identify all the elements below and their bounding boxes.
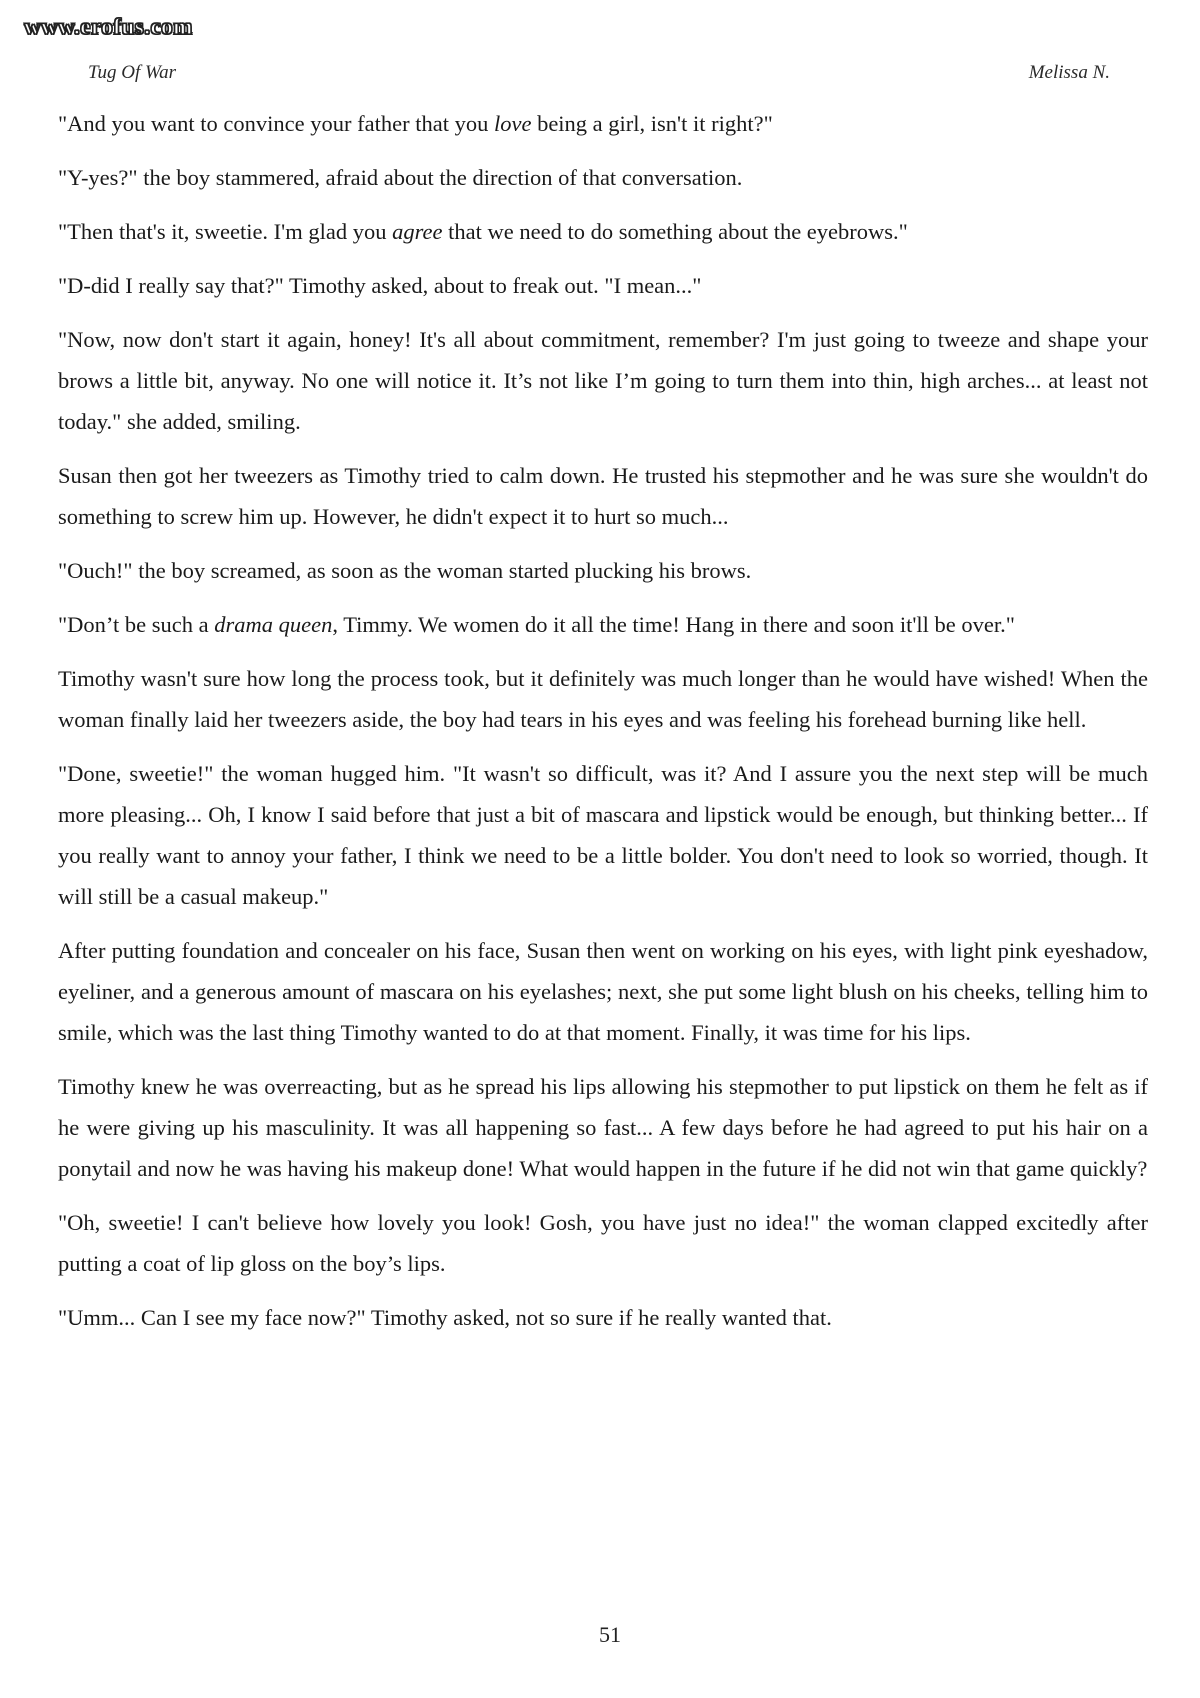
text-run: "Done, sweetie!" the woman hugged him. "It wasn't so difficult, was it? And I assure you the next step will be much more pleasing... Oh, I know I said before that just a bit of mascara and lipstick would be enough, but thinking better... If you really want to annoy your father, I think we need to be a little bolder. You don't need to look so worried, though. It will still be a casual makeup." (58, 761, 1148, 909)
paragraph (58, 658, 1148, 740)
italic-run: drama queen (214, 612, 333, 637)
text-run: that we need to do something about the eyebrows." (442, 219, 908, 244)
paragraph (58, 157, 1148, 198)
text-run: "And you want to convince your father that you (58, 111, 494, 136)
running-header (88, 62, 1110, 84)
paragraph (58, 1297, 1148, 1338)
text-run: "D-did I really say that?" Timothy asked, about to freak out. "I mean..." (58, 273, 702, 298)
author-name: Melissa N. (1028, 62, 1110, 83)
paragraph (58, 604, 1148, 645)
paragraph (58, 550, 1148, 591)
paragraph (58, 211, 1148, 252)
paragraph (58, 319, 1148, 442)
page-body (58, 103, 1148, 1351)
text-run: Susan then got her tweezers as Timothy tried to calm down. He trusted his stepmother and he was sure she wouldn't do something to screw him up. However, he didn't expect it to hurt so much... (58, 463, 1148, 529)
paragraph (58, 103, 1148, 144)
paragraph (58, 455, 1148, 537)
text-run: Timothy knew he was overreacting, but as he spread his lips allowing his stepmother to put lipstick on them he felt as if he were giving up his masculinity. It was all happening so fast... A few days before he had agreed to put his hair on a ponytail and now he was having his makeup done! What would happen in the future if he did not win that game quickly? (58, 1074, 1148, 1181)
paragraph (58, 753, 1148, 917)
paragraph (58, 930, 1148, 1053)
book-title: Tug Of War (88, 62, 176, 83)
text-run: After putting foundation and concealer on his face, Susan then went on working on his eyes, with light pink eyeshadow, eyeliner, and a generous amount of mascara on his eyelashes; next, she put some light blush on his cheeks, telling him to smile, which was the last thing Timothy wanted to do at that moment. Finally, it was time for his lips. (58, 938, 1148, 1045)
text-run: "Now, now don't start it again, honey! It's all about commitment, remember? I'm just going to tweeze and shape your brows a little bit, anyway. No one will notice it. It’s not like I’m going to turn them into thin, high arches... at least not today." she added, smiling. (58, 327, 1148, 434)
text-run: "Ouch!" the boy screamed, as soon as the woman started plucking his brows. (58, 558, 752, 583)
text-run: Timothy wasn't sure how long the process took, but it definitely was much longer than he would have wished! When the woman finally laid her tweezers aside, the boy had tears in his eyes and was feeling his forehead burning like hell. (58, 666, 1148, 732)
paragraph (58, 1066, 1148, 1189)
text-run: being a girl, isn't it right?" (531, 111, 773, 136)
site-watermark: www.erofus.com (24, 14, 193, 39)
page-number: 51 (599, 1622, 621, 1647)
text-run: , Timmy. We women do it all the time! Hang in there and soon it'll be over." (332, 612, 1015, 637)
italic-run: love (493, 111, 532, 136)
text-run: "Y-yes?" the boy stammered, afraid about the direction of that conversation. (58, 165, 743, 190)
italic-run: agree (392, 219, 443, 244)
paragraph (58, 1202, 1148, 1284)
text-run: "Don’t be such a (58, 612, 215, 637)
paragraph (58, 265, 1148, 306)
text-run: "Then that's it, sweetie. I'm glad you (58, 219, 393, 244)
text-run: "Umm... Can I see my face now?" Timothy asked, not so sure if he really wanted that. (58, 1305, 832, 1330)
text-run: "Oh, sweetie! I can't believe how lovely you look! Gosh, you have just no idea!" the woman clapped excitedly after putting a coat of lip gloss on the boy’s lips. (58, 1210, 1148, 1276)
